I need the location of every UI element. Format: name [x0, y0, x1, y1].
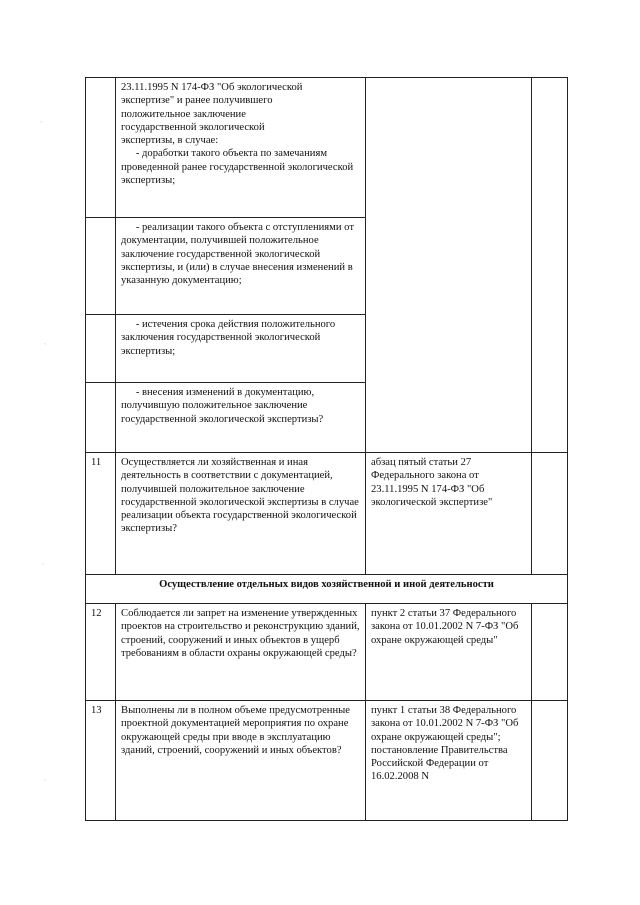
answer-cell [532, 453, 568, 575]
section-heading: Осуществление отдельных видов хозяйственной и иной деятельности [86, 575, 568, 604]
question-cell [116, 78, 366, 218]
sub-item: - истечения срока действия положительного заключения государственной экологической экспертизы; [121, 319, 336, 357]
question-cell [116, 383, 366, 453]
continuation-line: экспертизе" и ранее получившего [121, 95, 273, 107]
sub-item: - доработки такого объекта по замечаниям проведенной ранее государственной экологической экспертизы; [121, 148, 354, 187]
continuation-line: экспертизы, в случае: [121, 135, 219, 147]
row-number-cell: 11 [86, 453, 116, 575]
reference-cell [366, 78, 532, 453]
table-row [86, 604, 568, 701]
table-row [86, 78, 568, 218]
sub-item: - реализации такого объекта с отступлениями от документации, получившей положительное заключение государственной экологической экспертизы, и (или) в случае внесения изменений в указанную документацию; [121, 222, 354, 287]
reference-cell: абзац пятый статьи 27 Федерального закона от 23.11.1995 N 174-ФЗ "Об экологической экспертизе" [366, 453, 532, 575]
reference-text: пункт 1 статьи 38 Федерального закона от 10.01.2002 N 7-ФЗ "Об охране окружающей среды"; [371, 705, 519, 743]
continuation-line: положительное заключение [121, 108, 246, 120]
row-number-cell [86, 315, 116, 383]
answer-cell [532, 701, 568, 821]
question-cell: Соблюдается ли запрет на изменение утвержденных проектов на строительство и реконструкцию зданий, строений, сооружений и иных объектов в ущерб требованиям в области охраны окружающей среды? [116, 604, 366, 701]
row-number-cell [86, 383, 116, 453]
table-row [86, 701, 568, 821]
row-number-cell [86, 218, 116, 315]
checklist-table [85, 77, 568, 821]
section-row [86, 575, 568, 604]
scan-mark: ` [40, 122, 43, 129]
scan-mark: ` [44, 780, 47, 787]
row-number-cell [86, 78, 116, 218]
question-cell: Выполнены ли в полном объеме предусмотренные проектной документацией мероприятия по охране окружающей среды при вводе в эксплуатацию зданий, строений, сооружений и иных объектов? [116, 701, 366, 821]
row-number-cell: 12 [86, 604, 116, 701]
continuation-line: 23.11.1995 N 174-ФЗ "Об экологической [121, 82, 303, 93]
question-cell [116, 315, 366, 383]
scan-mark: ` [42, 564, 45, 571]
reference-cell: пункт 2 статьи 37 Федерального закона от 10.01.2002 N 7-ФЗ "Об охране окружающей среды" [366, 604, 532, 701]
answer-cell [532, 78, 568, 453]
reference-text: постановление Правительства Российской Федерации от 16.02.2008 N [371, 744, 508, 783]
scan-mark: ` [44, 344, 47, 351]
continuation-line: государственной экологической [121, 121, 265, 133]
table-row [86, 453, 568, 575]
row-number-cell: 13 [86, 701, 116, 821]
sub-item: - внесения изменений в документацию, получившую положительное заключение государственной экологической экспертизы? [121, 387, 324, 425]
question-cell: Осуществляется ли хозяйственная и иная деятельность в соответствии с документацией, получившей положительное заключение государственной экологической экспертизы в случае реализации объекта государственной экологической экспертизы? [116, 453, 366, 575]
answer-cell [532, 604, 568, 701]
reference-cell [366, 701, 532, 821]
question-cell [116, 218, 366, 315]
